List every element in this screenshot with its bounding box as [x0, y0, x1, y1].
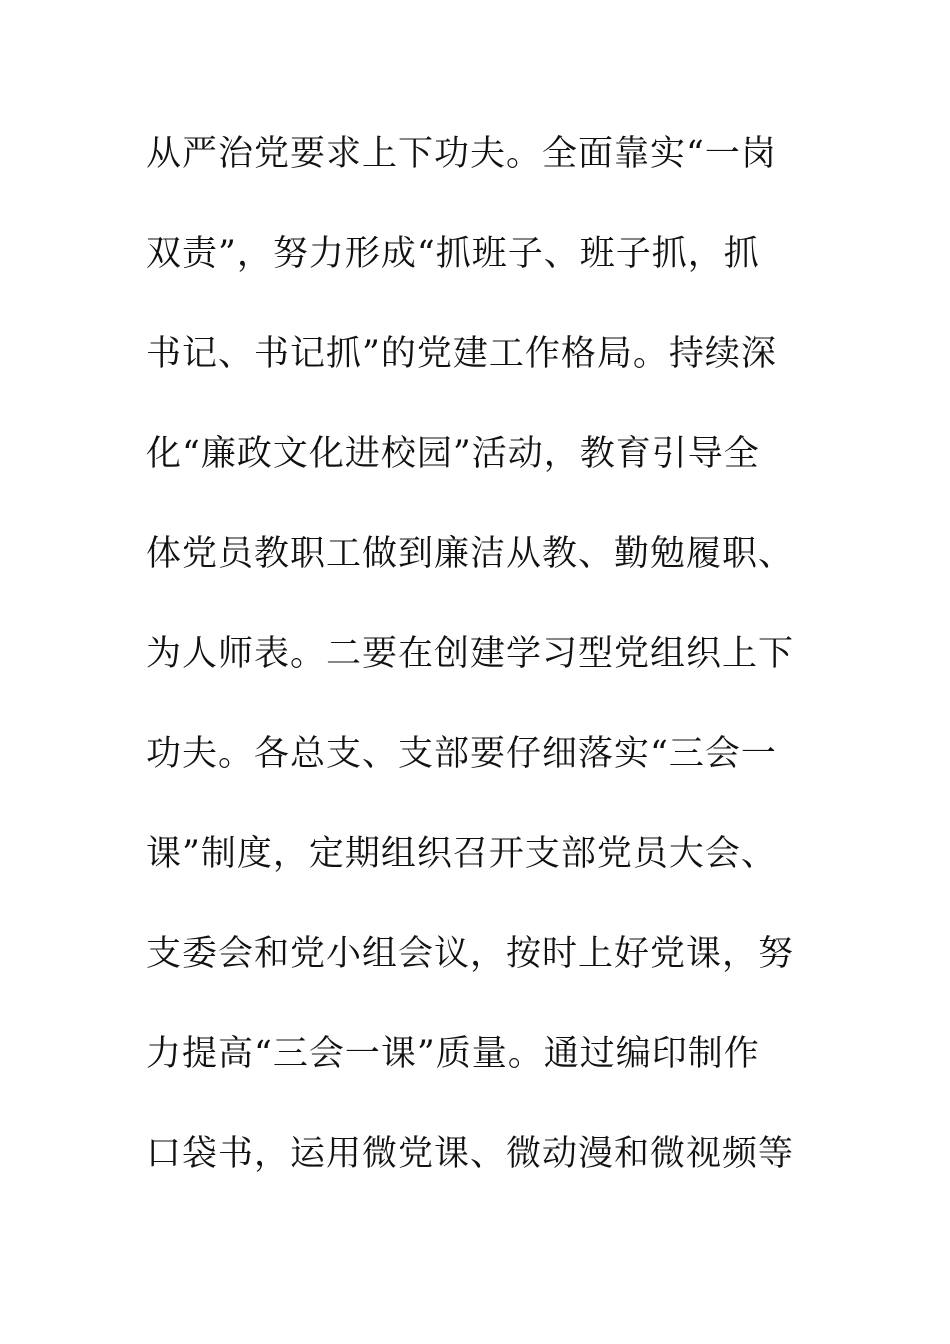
text-line-5: 体党员教职工做到廉洁从教、勤勉履职、 — [146, 534, 795, 574]
text-line-4: 化“廉政文化进校园”活动，教育引导全 — [146, 434, 760, 474]
text-line-11: 口袋书，运用微党课、微动漫和微视频等 — [146, 1134, 795, 1174]
text-line-8: 课”制度，定期组织召开支部党员大会、 — [146, 834, 777, 874]
text-line-6: 为人师表。二要在创建学习型党组织上下 — [146, 634, 795, 674]
text-line-10: 力提高“三会一课”质量。通过编印制作 — [146, 1034, 760, 1074]
body-text — [146, 124, 795, 1224]
text-line-2: 双责”，努力形成“抓班子、班子抓，抓 — [146, 234, 760, 274]
text-line-3: 书记、书记抓”的党建工作格局。持续深 — [146, 334, 777, 374]
text-line-1: 从严治党要求上下功夫。全面靠实“一岗 — [146, 134, 777, 174]
text-line-9: 支委会和党小组会议，按时上好党课，努 — [146, 934, 795, 974]
text-line-7: 功夫。各总支、支部要仔细落实“三会一 — [146, 734, 777, 774]
